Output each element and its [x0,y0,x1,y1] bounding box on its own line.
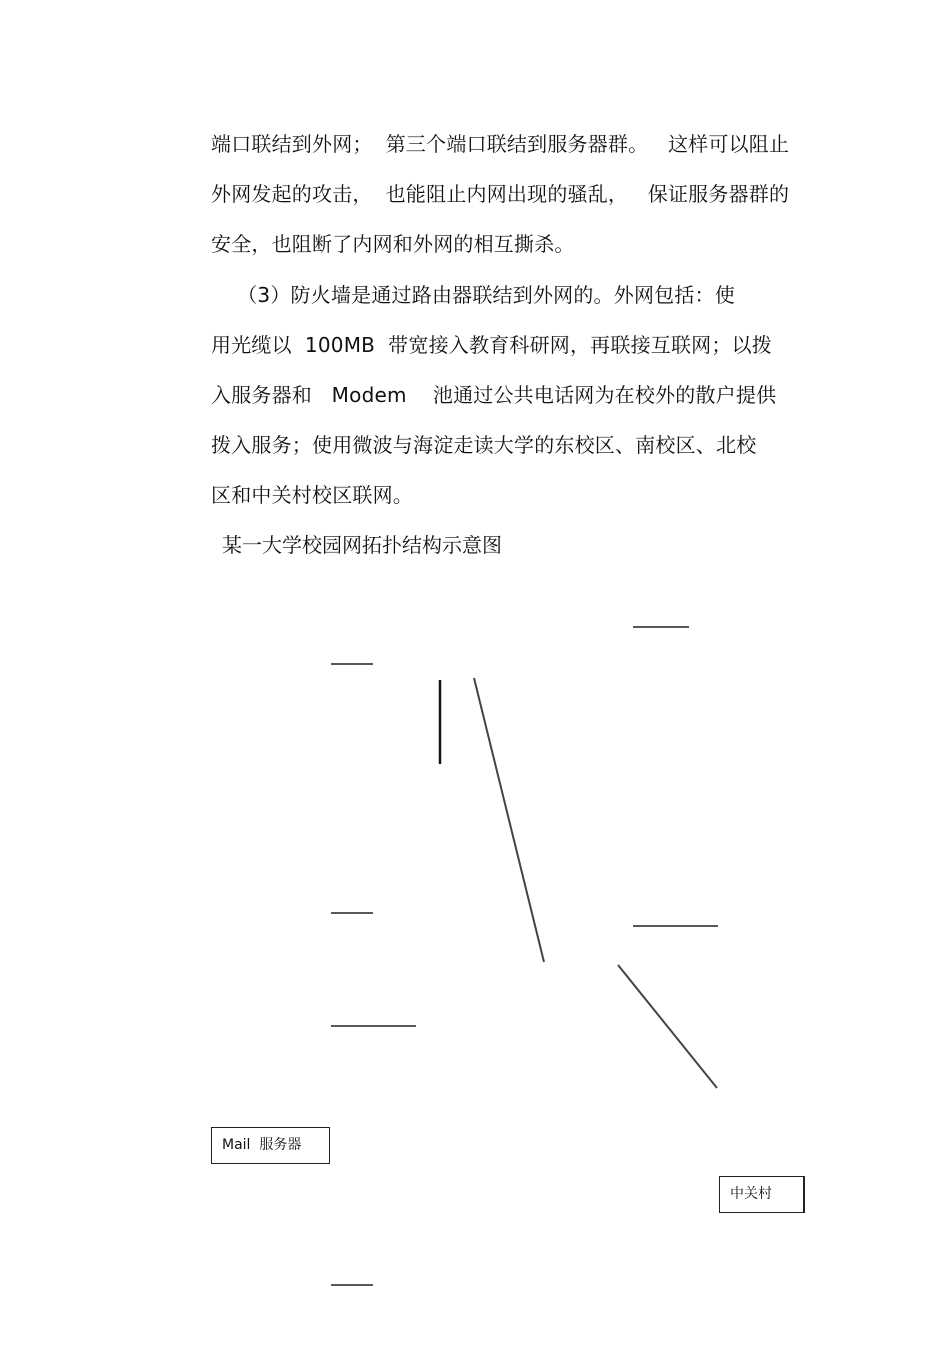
paragraph-line-1: 端口联结到外网； 第三个端口联结到服务器群。 这样可以阻止 [211,132,790,156]
paragraph-line-8: 区和中关村校区联网。 [211,483,413,507]
paragraph-line-5: 用光缆以 100MB 带宽接入教育科研网，再联接互联网；以拨 [211,333,772,357]
paragraph-line-6: 入服务器和 Modem 池通过公共电话网为在校外的散户提供 [211,383,777,407]
paragraph-line-2: 外网发起的攻击， 也能阻止内网出现的骚乱， 保证服务器群的 [211,182,790,206]
zhongguancun-node: 中关村 [719,1176,805,1213]
paragraph-line-3: 安全，也阻断了内网和外网的相互撕杀。 [211,232,575,256]
figure-caption: 某一大学校园网拓扑结构示意图 [222,533,502,557]
connector-diagonal [618,965,717,1088]
mail-server-node: Mail 服务器 [211,1127,330,1164]
paragraph-line-7: 拨入服务；使用微波与海淀走读大学的东校区、南校区、北校 [211,433,757,457]
connector-diagonal [474,678,544,962]
paragraph-line-4: （3）防火墙是通过路由器联结到外网的。外网包括：使 [211,283,735,307]
